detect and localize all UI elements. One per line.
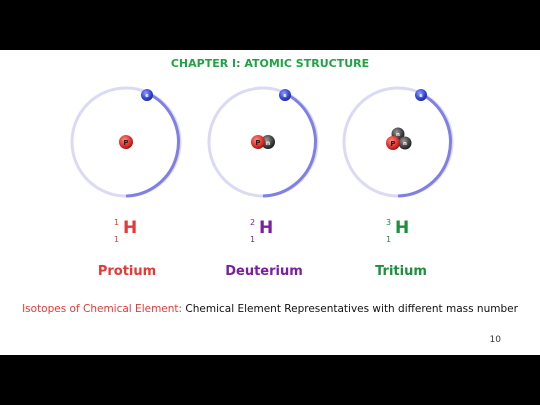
- protium-symbol: [112, 218, 152, 248]
- proton-label: P: [390, 140, 396, 148]
- deuterium-label: Deuterium: [225, 264, 303, 279]
- element-symbol: H: [123, 218, 138, 238]
- page-number: 10: [489, 335, 501, 345]
- tritium-atom: [344, 88, 452, 196]
- element-symbol: H: [395, 218, 410, 238]
- electron-label: e: [145, 93, 149, 99]
- caption-text: Chemical Element Representatives with different mass number: [185, 303, 518, 315]
- electron-label: e: [283, 93, 287, 99]
- isotopes-caption: [0, 303, 540, 315]
- caption-label: Isotopes of Chemical Element:: [22, 303, 183, 315]
- mass-number: 3: [386, 218, 392, 227]
- deuterium-atom: [209, 88, 317, 196]
- protium-label: Protium: [97, 264, 157, 279]
- mass-number: 2: [250, 218, 256, 227]
- mass-number: 1: [114, 218, 120, 227]
- chapter-title: CHAPTER I: ATOMIC STRUCTURE: [170, 57, 370, 70]
- neutron-label: n: [396, 132, 400, 138]
- proton-label: P: [123, 139, 129, 147]
- atomic-number: 1: [386, 235, 392, 244]
- atomic-number: 1: [114, 235, 120, 244]
- neutron-label: n: [403, 141, 407, 147]
- slide: [0, 50, 540, 355]
- deuterium-symbol: [248, 218, 288, 248]
- neutron-label: n: [265, 140, 271, 147]
- electron-label: e: [419, 93, 423, 99]
- tritium-symbol: [384, 218, 424, 248]
- proton-label: P: [255, 139, 261, 147]
- protium-atom: [72, 88, 180, 196]
- element-symbol: H: [259, 218, 274, 238]
- atomic-number: 1: [250, 235, 256, 244]
- tritium-label: Tritium: [375, 264, 427, 279]
